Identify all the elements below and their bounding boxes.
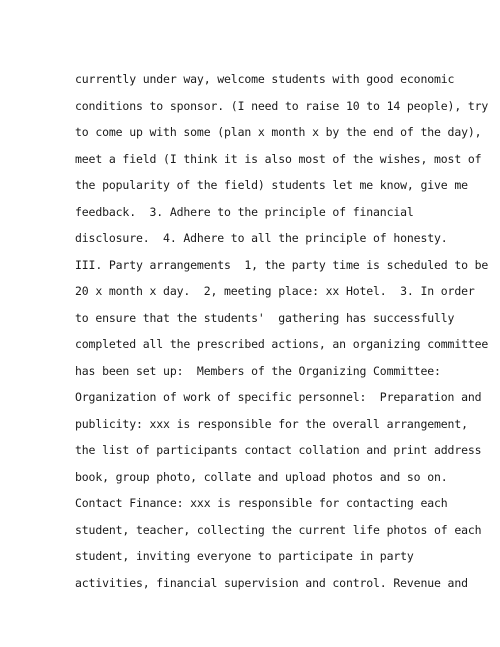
text-line: activities, financial supervision and control. Revenue and [75,575,468,590]
text-line: the popularity of the field) students let me know, give me [75,178,468,192]
text-line: book, group photo, collate and upload photos and so on. [75,469,448,484]
text-line: publicity: xxx is responsible for the overall arrangement, [75,416,468,431]
text-line: the list of participants contact collation and print address [75,443,482,457]
text-line: 20 x month x day. 2, meeting place: xx Hotel. 3. In order [75,284,475,298]
text-line: student, teacher, collecting the current life photos of each [75,522,482,537]
text-line: Organization of work of specific personnel: Preparation and [75,390,482,404]
text-line: student, inviting everyone to participate in party [75,549,414,563]
text-line: to come up with some (plan x month x by the end of the day), [75,125,482,139]
text-line: currently under way, welcome students with good economic [75,72,455,86]
text-line: meet a field (I think it is also most of the wishes, most of [75,151,482,166]
text-line: to ensure that the students' gathering has successfully [75,310,455,325]
text-line: feedback. 3. Adhere to the principle of financial [75,204,414,219]
text-line: has been set up: Members of the Organizing Committee: [75,363,441,378]
text-line: disclosure. 4. Adhere to all the principle of honesty. [75,231,448,245]
text-line: Contact Finance: xxx is responsible for contacting each [75,496,448,510]
body-text [75,66,489,596]
text-line: conditions to sponsor. (I need to raise 10 to 14 people), try [75,98,489,113]
section-heading-line: III. Party arrangements 1, the party time is scheduled to be [75,257,489,272]
text-line: completed all the prescribed actions, an organizing committee [75,337,489,351]
